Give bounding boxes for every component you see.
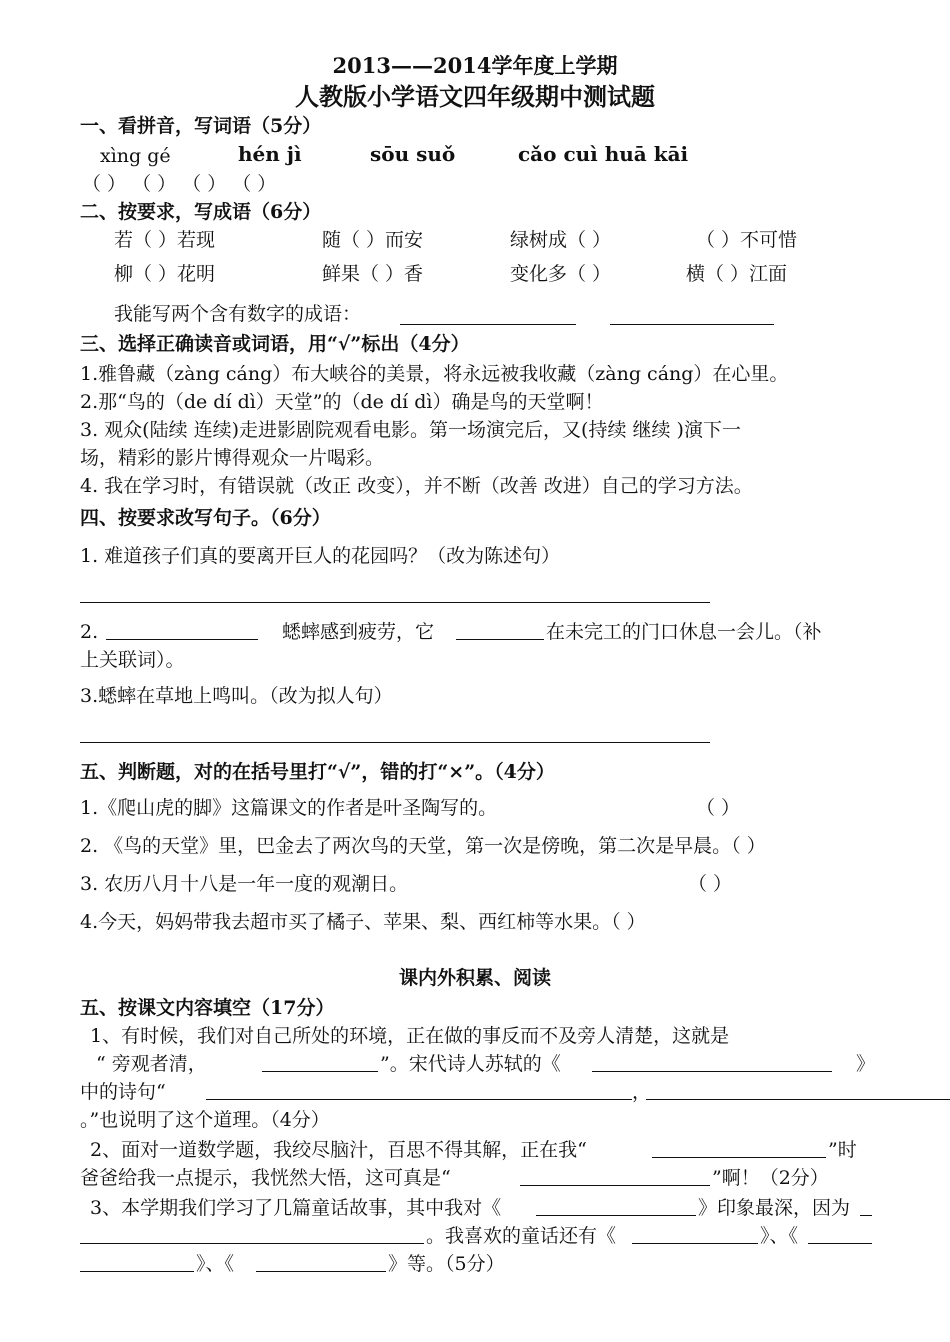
idiom-item[interactable]: 横（ ）江面 bbox=[686, 263, 788, 285]
question-line: ”啊！（2分） bbox=[712, 1167, 829, 1189]
question-line: 2、面对一道数学题，我绞尽脑汁，百思不得其解，正在我“ bbox=[90, 1139, 587, 1161]
idiom-item[interactable]: 变化多（ ） bbox=[510, 263, 612, 285]
question-line: 1. 难道孩子们真的要离开巨人的花园吗？（改为陈述句） bbox=[80, 545, 561, 567]
question-line: 1.雅鲁藏（zàng cáng）布大峡谷的美景，将永远被我收藏（zàng cáng）在心里。 bbox=[80, 363, 789, 385]
question-line: ”。宋代诗人苏轼的《 bbox=[380, 1053, 561, 1075]
answer-bracket[interactable]: （ ） bbox=[696, 797, 741, 819]
question-line: 1、有时候，我们对自己所处的环境，正在做的事反而不及旁人清楚，这就是 bbox=[90, 1025, 730, 1047]
section-1-heading: 一、看拼音，写词语（5分） bbox=[80, 115, 322, 137]
answer-line[interactable] bbox=[80, 602, 710, 603]
answer-line[interactable] bbox=[256, 1271, 386, 1272]
pinyin-2: hén jì bbox=[238, 142, 302, 166]
idiom-item[interactable]: 随（ ）而安 bbox=[322, 229, 424, 251]
answer-line[interactable] bbox=[860, 1215, 872, 1216]
section-2-heading: 二、按要求，写成语（6分） bbox=[80, 201, 322, 223]
question-line: 。”也说明了这个道理。（4分） bbox=[80, 1109, 330, 1131]
question-line: 2. 《鸟的天堂》里，巴金去了两次鸟的天堂，第一次是傍晚，第二次是早晨。（ ） bbox=[80, 835, 766, 857]
answer-line[interactable] bbox=[80, 742, 710, 743]
question-line: 3. 观众(陆续 连续)走进影剧院观看电影。第一场演完后，又(持续 继续 )演下一 bbox=[80, 419, 741, 441]
number-idiom-prompt: 我能写两个含有数字的成语： bbox=[114, 303, 362, 325]
idiom-item[interactable]: 若（ ）若现 bbox=[114, 229, 216, 251]
answer-line[interactable] bbox=[106, 639, 258, 640]
pinyin-1: xìng gé bbox=[100, 145, 171, 167]
question-line: 3、本学期我们学习了几篇童话故事，其中我对《 bbox=[90, 1197, 502, 1219]
title-line-2: 人教版小学语文四年级期中测试题 bbox=[295, 82, 655, 111]
section-title-reading: 课内外积累、阅读 bbox=[398, 967, 551, 989]
section-3-heading: 三、选择正确读音或词语，用“√”标出（4分） bbox=[80, 333, 470, 355]
question-line: ”时 bbox=[828, 1139, 857, 1161]
answer-line[interactable] bbox=[536, 1215, 696, 1216]
section-6-heading: 五、按课文内容填空（17分） bbox=[80, 997, 335, 1019]
title-line-1: 2013——2014学年度上学期 bbox=[332, 53, 618, 78]
question-line: 场，精彩的影片博得观众一片喝彩。 bbox=[80, 447, 385, 469]
section-4-heading: 四、按要求改写句子。（6分） bbox=[80, 507, 331, 529]
answer-line[interactable] bbox=[632, 1243, 758, 1244]
answer-bracket[interactable]: （ ） bbox=[688, 873, 733, 895]
question-line: 爸爸给我一点提示，我恍然大悟，这可真是“ bbox=[80, 1167, 451, 1189]
answer-line[interactable] bbox=[400, 324, 576, 325]
answer-line[interactable] bbox=[80, 1271, 194, 1272]
answer-line[interactable] bbox=[592, 1071, 832, 1072]
question-line: 》 bbox=[856, 1053, 876, 1075]
answer-line[interactable] bbox=[610, 324, 774, 325]
question-line: 3. 农历八月十八是一年一度的观潮日。 bbox=[80, 873, 409, 895]
answer-line[interactable] bbox=[262, 1071, 378, 1072]
question-line: ， bbox=[632, 1081, 652, 1103]
answer-line[interactable] bbox=[808, 1243, 872, 1244]
idiom-item[interactable]: 绿树成（ ） bbox=[510, 229, 612, 251]
question-line: 2.那“鸟的（de dí dì）天堂”的（de dí dì）确是鸟的天堂啊！ bbox=[80, 391, 604, 413]
question-line: “ 旁观者清， bbox=[96, 1053, 207, 1075]
answer-brackets[interactable]: （ ） （ ） （ ） （ ） bbox=[82, 173, 277, 195]
question-line: 》印象最深，因为 bbox=[698, 1197, 851, 1219]
question-line: 。我喜欢的童话还有《 bbox=[426, 1225, 617, 1247]
question-line: 》、《 bbox=[196, 1253, 235, 1275]
question-line: 蟋蟀感到疲劳，它 bbox=[282, 621, 435, 643]
question-line: 上关联词）。 bbox=[80, 649, 185, 671]
answer-line[interactable] bbox=[80, 1243, 424, 1244]
question-line: 4. 我在学习时，有错误就（改正 改变），并不断（改善 改进）自己的学习方法。 bbox=[80, 475, 753, 497]
pinyin-4: cǎo cuì huā kāi bbox=[518, 142, 689, 166]
section-5-heading: 五、判断题，对的在括号里打“√”，错的打“×”。（4分） bbox=[80, 761, 555, 783]
question-line: 中的诗句“ bbox=[80, 1081, 166, 1103]
question-line: 4.今天，妈妈带我去超市买了橘子、苹果、梨、西红柿等水果。（ ） bbox=[80, 911, 646, 933]
pinyin-3: sōu suǒ bbox=[370, 142, 456, 166]
question-line: 1.《爬山虎的脚》这篇课文的作者是叶圣陶写的。 bbox=[80, 797, 498, 819]
question-line: 在未完工的门口休息一会儿。（补 bbox=[546, 621, 822, 643]
question-line: 2. bbox=[80, 621, 99, 643]
answer-line[interactable] bbox=[456, 639, 544, 640]
answer-line[interactable] bbox=[206, 1099, 632, 1100]
idiom-item[interactable]: 柳（ ）花明 bbox=[114, 263, 216, 285]
idiom-item[interactable]: （ ）不可惜 bbox=[696, 229, 798, 251]
question-line: 》等。（5分） bbox=[388, 1253, 505, 1275]
answer-line[interactable] bbox=[652, 1157, 826, 1158]
idiom-item[interactable]: 鲜果（ ）香 bbox=[322, 263, 424, 285]
answer-line[interactable] bbox=[646, 1099, 950, 1100]
question-line: 3.蟋蟀在草地上鸣叫。（改为拟人句） bbox=[80, 685, 393, 707]
question-line: 》、《 bbox=[760, 1225, 799, 1247]
answer-line[interactable] bbox=[520, 1185, 710, 1186]
